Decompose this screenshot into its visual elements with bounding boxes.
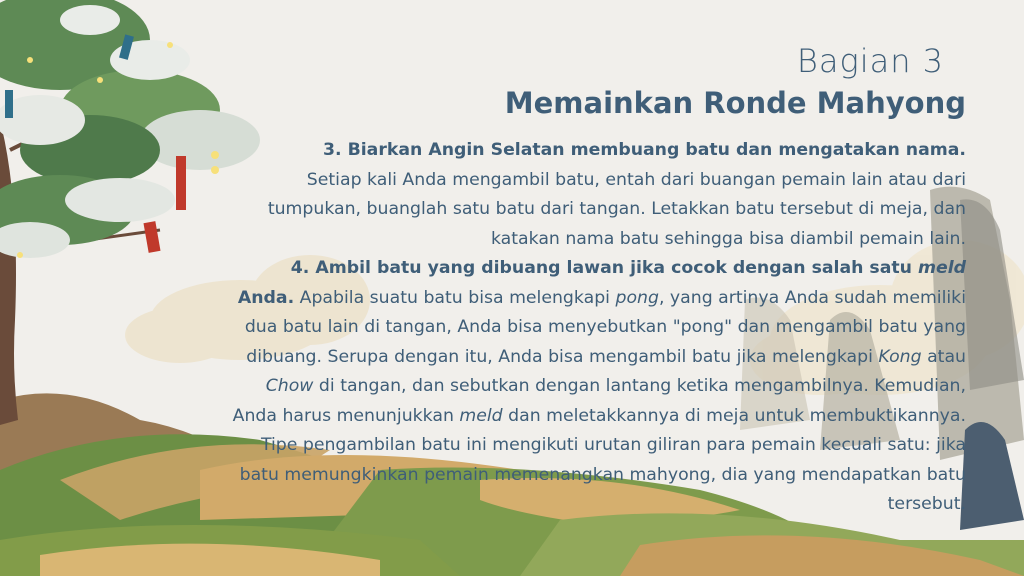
- step-4-heading-term: meld: [917, 258, 966, 278]
- step-4-heading-part: 4. Ambil batu yang dibuang lawan jika cocok dengan salah satu: [290, 258, 918, 278]
- term-pong: pong: [680, 317, 725, 337]
- step-3-text: Setiap kali Anda mengambil batu, entah dari buangan pemain lain atau dari tumpukan, buanglah satu batu dari tangan. Letakkan batu tersebut di meja, dan katakan nama batu sehingga bisa diambil pemain lain.: [267, 169, 966, 249]
- step-3: [232, 136, 966, 254]
- step-4-text: , yang artinya Anda sudah memiliki dua batu lain di tangan, Anda bisa menyebutkan ": [244, 287, 966, 337]
- step-4-text: Apabila suatu batu bisa melengkapi: [294, 287, 616, 308]
- instructions-body: [232, 136, 966, 520]
- step-4: [232, 254, 966, 520]
- term-pong: pong: [615, 287, 659, 308]
- page-title: Memainkan Ronde Mahyong: [504, 86, 966, 120]
- step-4-text: dan meletakkannya di meja untuk membuktikannya. Tipe pengambilan batu ini mengikuti urutan giliran para pemain kecuali satu: jika batu memungkinkan pemain memenangkan mahyong, dia yang mendapatkan batu tersebut.: [239, 405, 966, 514]
- tree-illustration: [0, 0, 260, 425]
- step-4-heading-part: Anda.: [237, 287, 295, 308]
- step-4-text: atau: [921, 346, 966, 367]
- step-4-text: di tangan, dan sebutkan dengan lantang ketika mengambilnya. Kemudian, Anda harus menunjukkan: [232, 376, 966, 426]
- term-kong: Kong: [878, 346, 922, 367]
- term-meld: meld: [459, 405, 503, 426]
- step-4-text: " dan mengambil batu yang dibuang. Serupa dengan itu, Anda bisa mengambil batu jika melengkapi: [246, 317, 966, 367]
- step-3-heading: 3. Biarkan Angin Selatan membuang batu dan mengatakan nama.: [322, 140, 966, 160]
- section-kicker: Bagian 3: [796, 42, 944, 80]
- term-chow: Chow: [265, 376, 314, 396]
